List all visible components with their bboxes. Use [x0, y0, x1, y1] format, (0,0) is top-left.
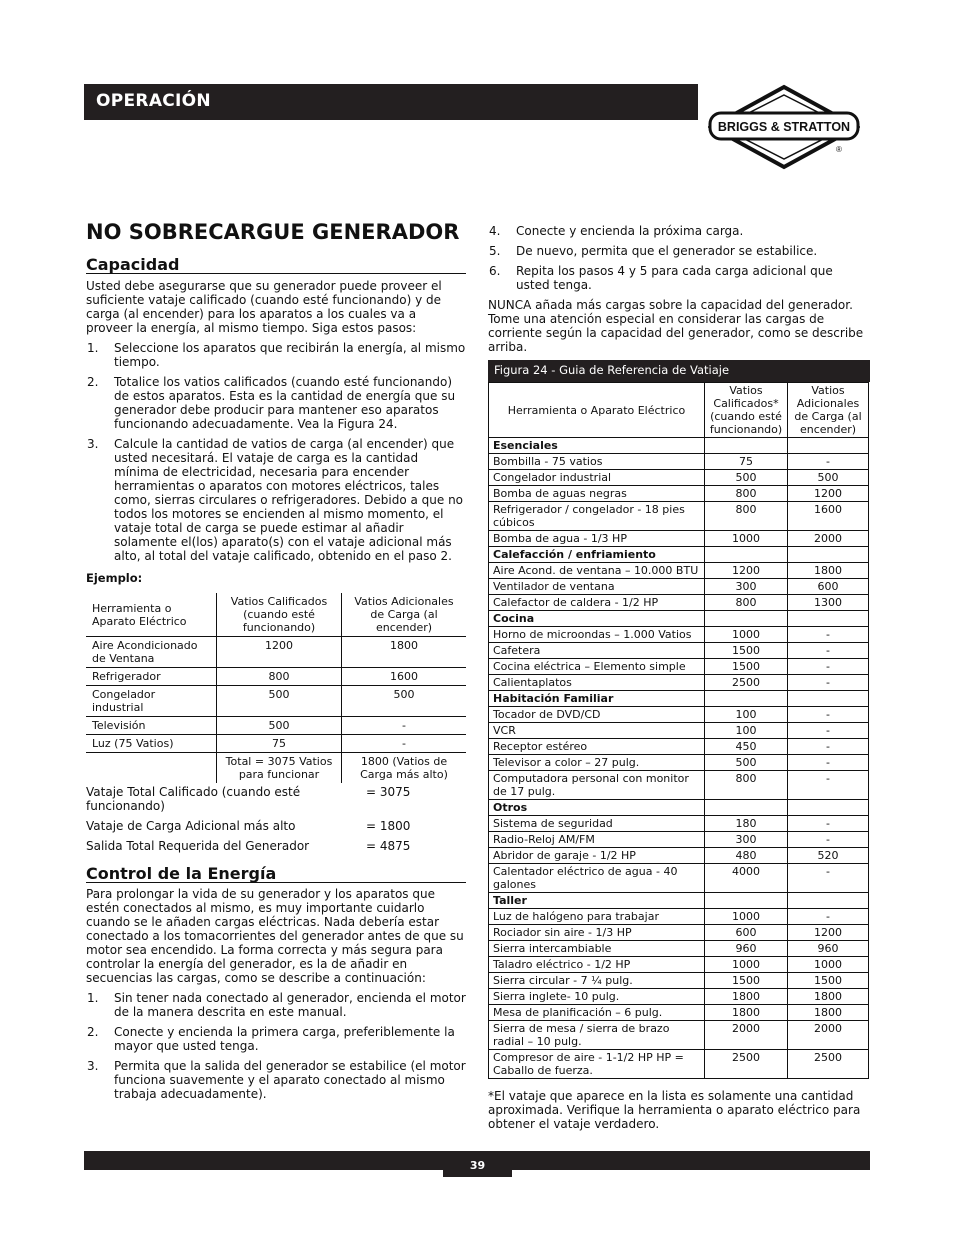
example-total-cell [86, 753, 217, 784]
category-empty [705, 800, 788, 816]
starting-watts: - [788, 627, 869, 643]
summary-value: = 4875 [366, 839, 411, 853]
example-cell: Refrigerador [86, 668, 217, 686]
starting-watts: 600 [788, 579, 869, 595]
example-total-cell: Total = 3075 Vatios para funcionar [217, 753, 342, 784]
step-number: 5. [489, 244, 501, 258]
summary-label: Vataje Total Calificado (cuando esté funcionando) [86, 785, 301, 813]
category-empty [788, 691, 869, 707]
step-item [86, 437, 466, 563]
starting-watts: 1800 [788, 989, 869, 1005]
running-watts: 800 [705, 595, 788, 611]
example-row [86, 686, 466, 717]
example-cell: 75 [217, 735, 342, 753]
starting-watts: 500 [788, 470, 869, 486]
step-text: Permita que la salida del generador se estabilice (el motor funciona suavemente y el aparato conectado al mismo trabaja adecuadamente). [114, 1059, 466, 1101]
starting-watts: 1600 [788, 502, 869, 531]
appliance-name: Calentador eléctrico de agua - 40 galones [489, 864, 705, 893]
step-text: Seleccione los aparatos que recibirán la energía, al mismo tiempo. [114, 341, 466, 369]
step-number: 2. [87, 375, 99, 389]
category-label: Otros [489, 800, 705, 816]
step-number: 2. [87, 1025, 99, 1039]
example-cell: 800 [217, 668, 342, 686]
example-label: Ejemplo: [86, 571, 143, 585]
running-watts: 100 [705, 707, 788, 723]
wattage-header-row [489, 383, 869, 438]
step-item [488, 244, 870, 258]
example-row [86, 735, 466, 753]
category-empty [705, 438, 788, 454]
starting-watts: - [788, 723, 869, 739]
step-text: Calcule la cantidad de vatios de carga (al encender) que usted necesitará. El vataje de carga es la cantidad mínima de electricidad, necesaria para encender herramientas o aparatos con motores eléctricos, tales como, sierras circulares o refrigeradores. Debido a que no todos los motores se encienden al mismo momento, el vataje total de carga se puede estimar al añadir solamente el(los) aparato(s) con el vataje adicional más alto, al total del vataje calificado, obtenido en el paso 2. [114, 437, 464, 563]
right-column [488, 224, 870, 1131]
wattage-row [489, 595, 869, 611]
left-column [86, 255, 466, 1107]
running-watts: 960 [705, 941, 788, 957]
wattage-header: Herramienta o Aparato Eléctrico [489, 383, 705, 438]
step-number: 4. [489, 224, 501, 238]
category-row [489, 438, 869, 454]
starting-watts: - [788, 659, 869, 675]
starting-watts: - [788, 771, 869, 800]
appliance-name: Sistema de seguridad [489, 816, 705, 832]
appliance-name: Computadora personal con monitor de 17 pulg. [489, 771, 705, 800]
example-cell: Aire Acondicionado de Ventana [86, 637, 217, 668]
category-empty [788, 547, 869, 563]
wattage-row [489, 675, 869, 691]
running-watts: 1000 [705, 627, 788, 643]
appliance-name: Horno de microondas – 1.000 Vatios [489, 627, 705, 643]
category-empty [705, 547, 788, 563]
step-number: 3. [87, 437, 99, 451]
appliance-name: VCR [489, 723, 705, 739]
appliance-name: Radio-Reloj AM/FM [489, 832, 705, 848]
example-cell: 500 [217, 717, 342, 735]
wattage-row [489, 531, 869, 547]
wattage-row [489, 771, 869, 800]
category-row [489, 547, 869, 563]
appliance-name: Bomba de agua - 1/3 HP [489, 531, 705, 547]
appliance-name: Congelador industrial [489, 470, 705, 486]
capacidad-steps [86, 341, 466, 563]
category-empty [705, 691, 788, 707]
starting-watts: - [788, 707, 869, 723]
example-cell: 500 [217, 686, 342, 717]
example-row [86, 717, 466, 735]
step-item [86, 1059, 466, 1101]
running-watts: 2000 [705, 1021, 788, 1050]
appliance-name: Bombilla - 75 vatios [489, 454, 705, 470]
wattage-row [489, 502, 869, 531]
category-row [489, 800, 869, 816]
running-watts: 1500 [705, 643, 788, 659]
appliance-name: Abridor de garaje - 1/2 HP [489, 848, 705, 864]
starting-watts: 960 [788, 941, 869, 957]
wattage-row [489, 739, 869, 755]
summary-row [86, 785, 466, 813]
wattage-row [489, 909, 869, 925]
wattage-table [488, 382, 869, 1079]
appliance-name: Cocina eléctrica – Elemento simple [489, 659, 705, 675]
appliance-name: Sierra intercambiable [489, 941, 705, 957]
appliance-name: Sierra de mesa / sierra de brazo radial – 10 pulg. [489, 1021, 705, 1050]
control-steps [86, 991, 466, 1101]
example-cell: Luz (75 Vatios) [86, 735, 217, 753]
example-cell: Televisión [86, 717, 217, 735]
control-heading: Control de la Energía [86, 867, 466, 883]
starting-watts: - [788, 675, 869, 691]
running-watts: 800 [705, 486, 788, 502]
right-steps [488, 224, 870, 292]
capacidad-heading: Capacidad [86, 258, 466, 274]
running-watts: 1500 [705, 973, 788, 989]
wattage-header: Vatios Calificados* (cuando esté funcionando) [705, 383, 788, 438]
example-cell: 1600 [342, 668, 467, 686]
starting-watts: - [788, 909, 869, 925]
step-number: 1. [87, 341, 99, 355]
step-text: Totalice los vatios calificados (cuando esté funcionando) de estos aparatos. Esta es la cantidad de energía que su generador debe producir para mantener eso aparatos funcionando adecuadamente. Vea la Figura 24. [114, 375, 456, 431]
running-watts: 1200 [705, 563, 788, 579]
appliance-name: Ventilador de ventana [489, 579, 705, 595]
step-text: Conecte y encienda la primera carga, preferiblemente la mayor que usted tenga. [114, 1025, 455, 1053]
summary-value: = 3075 [366, 785, 411, 799]
wattage-row [489, 579, 869, 595]
starting-watts: 1300 [788, 595, 869, 611]
running-watts: 800 [705, 502, 788, 531]
wattage-row [489, 989, 869, 1005]
example-header: Vatios Calificados (cuando esté funcionando) [217, 593, 342, 637]
running-watts: 1000 [705, 531, 788, 547]
wattage-row [489, 832, 869, 848]
section-header-bar [84, 84, 698, 120]
appliance-name: Sierra circular - 7 ¼ pulg. [489, 973, 705, 989]
wattage-row [489, 941, 869, 957]
running-watts: 1800 [705, 1005, 788, 1021]
summary-row [86, 819, 466, 833]
running-watts: 1000 [705, 957, 788, 973]
category-empty [788, 438, 869, 454]
wattage-row [489, 1021, 869, 1050]
running-watts: 1500 [705, 659, 788, 675]
example-cell: 500 [342, 686, 467, 717]
wattage-row [489, 470, 869, 486]
category-empty [788, 800, 869, 816]
step-text: Sin tener nada conectado al generador, encienda el motor de la manera descrita en este manual. [114, 991, 466, 1019]
starting-watts: 1800 [788, 563, 869, 579]
category-label: Habitación Familiar [489, 691, 705, 707]
example-header: Vatios Adicionales de Carga (al encender) [342, 593, 467, 637]
starting-watts: 1200 [788, 486, 869, 502]
wattage-row [489, 1050, 869, 1079]
control-intro: Para prolongar la vida de su generador y los aparatos que estén conectados al mismo, es muy importante cuidarlo cuando se le añaden cargas eléctricas. Nada debería estar conectado a los tomacorrientes del generador antes de que su motor sea encendido. La forma correcta y más segura para controlar la energía del generador, es la de añadir en secuencias las cargas, como se describe a continuación: [86, 887, 464, 985]
example-cell: 1200 [217, 637, 342, 668]
step-item [488, 224, 870, 238]
starting-watts: - [788, 643, 869, 659]
summary-block [86, 785, 466, 853]
starting-watts: - [788, 864, 869, 893]
running-watts: 500 [705, 755, 788, 771]
starting-watts: - [788, 454, 869, 470]
running-watts: 480 [705, 848, 788, 864]
starting-watts: 2000 [788, 1021, 869, 1050]
appliance-name: Aire Acond. de ventana – 10.000 BTU [489, 563, 705, 579]
logo-text: BRIGGS & STRATTON [717, 120, 851, 134]
wattage-row [489, 707, 869, 723]
wattage-row [489, 723, 869, 739]
wattage-row [489, 643, 869, 659]
footnote: *El vataje que aparece en la lista es solamente una cantidad aproximada. Verifique la herramienta o aparato eléctrico para obtener el vataje verdadero. [488, 1089, 861, 1131]
running-watts: 4000 [705, 864, 788, 893]
appliance-name: Rociador sin aire - 1/3 HP [489, 925, 705, 941]
starting-watts: - [788, 739, 869, 755]
wattage-row [489, 816, 869, 832]
wattage-header: Vatios Adicionales de Carga (al encender) [788, 383, 869, 438]
appliance-name: Cafetera [489, 643, 705, 659]
appliance-name: Calientaplatos [489, 675, 705, 691]
step-text: De nuevo, permita que el generador se estabilice. [516, 244, 818, 258]
appliance-name: Compresor de aire - 1-1/2 HP HP = Caballo de fuerza. [489, 1050, 705, 1079]
starting-watts: 520 [788, 848, 869, 864]
wattage-row [489, 627, 869, 643]
example-total-row [86, 753, 466, 784]
step-number: 1. [87, 991, 99, 1005]
step-number: 3. [87, 1059, 99, 1073]
summary-value: = 1800 [366, 819, 411, 833]
summary-row [86, 839, 466, 853]
summary-label: Salida Total Requerida del Generador [86, 839, 310, 853]
category-row [489, 611, 869, 627]
step-item [488, 264, 870, 292]
running-watts: 1000 [705, 909, 788, 925]
step-item [86, 375, 466, 431]
running-watts: 300 [705, 832, 788, 848]
category-row [489, 893, 869, 909]
example-header: Herramienta o Aparato Eléctrico [86, 593, 217, 637]
example-cell: - [342, 735, 467, 753]
step-item [86, 1025, 466, 1053]
running-watts: 450 [705, 739, 788, 755]
registered-mark: ® [836, 145, 842, 154]
starting-watts: - [788, 755, 869, 771]
category-label: Taller [489, 893, 705, 909]
appliance-name: Luz de halógeno para trabajar [489, 909, 705, 925]
step-item [86, 991, 466, 1019]
warning-text: NUNCA añada más cargas sobre la capacidad del generador. Tome una atención especial en considerar las cargas de corriente según la capacidad del generador, como se describe arriba. [488, 298, 864, 354]
running-watts: 800 [705, 771, 788, 800]
example-cell: Congelador industrial [86, 686, 217, 717]
appliance-name: Sierra inglete- 10 pulg. [489, 989, 705, 1005]
category-empty [705, 611, 788, 627]
page-title: NO SOBRECARGUE GENERADOR [86, 220, 460, 244]
example-cell: - [342, 717, 467, 735]
appliance-name: Calefactor de caldera - 1/2 HP [489, 595, 705, 611]
running-watts: 500 [705, 470, 788, 486]
wattage-row [489, 925, 869, 941]
step-item [86, 341, 466, 369]
appliance-name: Televisor a color – 27 pulg. [489, 755, 705, 771]
running-watts: 180 [705, 816, 788, 832]
wattage-row [489, 864, 869, 893]
example-row [86, 668, 466, 686]
wattage-row [489, 957, 869, 973]
wattage-row [489, 1005, 869, 1021]
wattage-row [489, 563, 869, 579]
briggs-stratton-logo [708, 84, 860, 170]
appliance-name: Taladro eléctrico - 1/2 HP [489, 957, 705, 973]
running-watts: 300 [705, 579, 788, 595]
category-label: Cocina [489, 611, 705, 627]
wattage-row [489, 755, 869, 771]
appliance-name: Tocador de DVD/CD [489, 707, 705, 723]
running-watts: 100 [705, 723, 788, 739]
example-row [86, 637, 466, 668]
starting-watts: 2500 [788, 1050, 869, 1079]
starting-watts: 2000 [788, 531, 869, 547]
appliance-name: Receptor estéreo [489, 739, 705, 755]
running-watts: 1800 [705, 989, 788, 1005]
step-text: Conecte y encienda la próxima carga. [516, 224, 744, 238]
starting-watts: 1000 [788, 957, 869, 973]
wattage-row [489, 973, 869, 989]
example-total-cell: 1800 (Vatios de Carga más alto) [342, 753, 467, 784]
wattage-row [489, 486, 869, 502]
category-empty [788, 893, 869, 909]
step-text: Repita los pasos 4 y 5 para cada carga adicional que usted tenga. [516, 264, 833, 292]
running-watts: 2500 [705, 1050, 788, 1079]
category-label: Esenciales [489, 438, 705, 454]
starting-watts: - [788, 816, 869, 832]
wattage-row [489, 454, 869, 470]
starting-watts: 1500 [788, 973, 869, 989]
example-table [86, 593, 466, 783]
wattage-row [489, 659, 869, 675]
appliance-name: Refrigerador / congelador - 18 pies cúbicos [489, 502, 705, 531]
figure-title: Figura 24 - Guia de Referencia de Vatiaje [488, 360, 870, 382]
page-number: 39 [443, 1151, 512, 1177]
section-title: OPERACIÓN [96, 91, 211, 111]
running-watts: 600 [705, 925, 788, 941]
example-header-row [86, 593, 466, 637]
category-empty [705, 893, 788, 909]
starting-watts: - [788, 832, 869, 848]
summary-label: Vataje de Carga Adicional más alto [86, 819, 296, 833]
category-row [489, 691, 869, 707]
appliance-name: Bomba de aguas negras [489, 486, 705, 502]
starting-watts: 1800 [788, 1005, 869, 1021]
running-watts: 2500 [705, 675, 788, 691]
capacidad-intro: Usted debe asegurarse que su generador puede proveer el suficiente vataje calificado (cuando esté funcionando) y de carga (al encender) para los aparatos a los cuales va a proveer la energía, al mismo tiempo. Siga estos pasos: [86, 279, 442, 335]
category-label: Calefacción / enfriamiento [489, 547, 705, 563]
category-empty [788, 611, 869, 627]
appliance-name: Mesa de planificación – 6 pulg. [489, 1005, 705, 1021]
running-watts: 75 [705, 454, 788, 470]
step-number: 6. [489, 264, 501, 278]
example-cell: 1800 [342, 637, 467, 668]
wattage-row [489, 848, 869, 864]
starting-watts: 1200 [788, 925, 869, 941]
